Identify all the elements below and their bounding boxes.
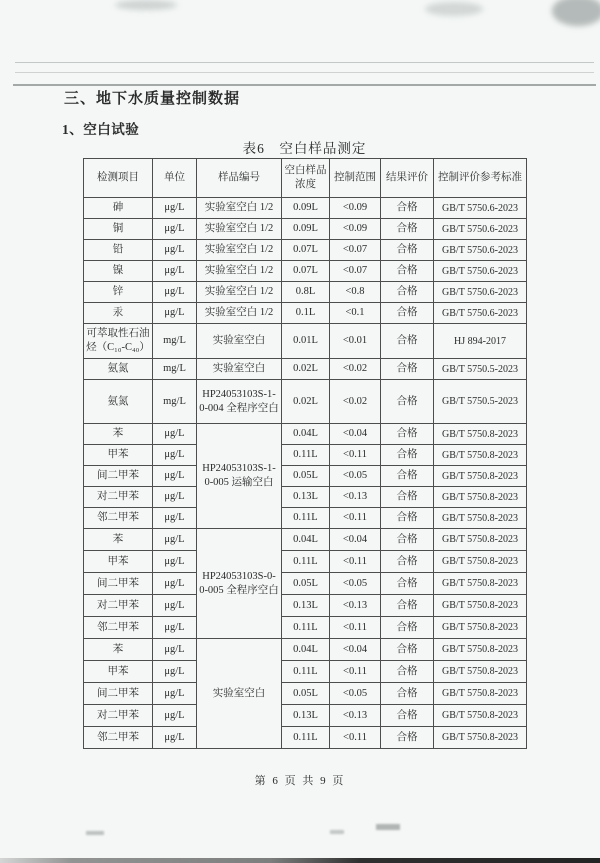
- cell-item: 间二甲苯: [84, 683, 153, 705]
- cell-conc: 0.02L: [282, 359, 330, 380]
- table-caption: 表6 空白样品测定: [242, 141, 367, 156]
- cell-unit: μg/L: [153, 466, 197, 487]
- cell-range: <0.11: [330, 508, 381, 529]
- cell-std: GB/T 5750.8-2023: [434, 487, 527, 508]
- cell-std: HJ 894-2017: [434, 324, 527, 359]
- table-row: [84, 261, 527, 282]
- col-header-std: 控制评价参考标准: [434, 159, 527, 198]
- cell-item: 铅: [84, 240, 153, 261]
- cell-sample-merged: 实验室空白: [197, 639, 282, 749]
- table-row: [84, 359, 527, 380]
- cell-conc: 0.11L: [282, 445, 330, 466]
- cell-eval: 合格: [381, 359, 434, 380]
- cell-conc: 0.05L: [282, 466, 330, 487]
- col-header-item: 检测项目: [84, 159, 153, 198]
- scan-artifact-rule-line-1: [15, 62, 594, 63]
- cell-range: <0.02: [330, 359, 381, 380]
- cell-std: GB/T 5750.6-2023: [434, 303, 527, 324]
- cell-sample: 实验室空白 1/2: [197, 240, 282, 261]
- cell-conc: 0.11L: [282, 661, 330, 683]
- cell-item: 氨氮: [84, 359, 153, 380]
- cell-std: GB/T 5750.8-2023: [434, 551, 527, 573]
- cell-eval: 合格: [381, 198, 434, 219]
- cell-unit: mg/L: [153, 380, 197, 424]
- page-number-footer: 第 6 页 共 9 页: [254, 775, 346, 787]
- cell-range: <0.02: [330, 380, 381, 424]
- cell-unit: μg/L: [153, 705, 197, 727]
- table-row: [84, 424, 527, 445]
- table-row: [84, 219, 527, 240]
- cell-sample: 实验室空白: [197, 324, 282, 359]
- cell-unit: μg/L: [153, 639, 197, 661]
- table-row: [84, 683, 527, 705]
- cell-range: <0.04: [330, 529, 381, 551]
- cell-item: 对二甲苯: [84, 487, 153, 508]
- table-row: [84, 551, 527, 573]
- table-row: [84, 529, 527, 551]
- cell-eval: 合格: [381, 639, 434, 661]
- cell-unit: μg/L: [153, 661, 197, 683]
- cell-item: 可萃取性石油烃（C₁₀-C₄₀）: [84, 324, 153, 359]
- cell-eval: 合格: [381, 261, 434, 282]
- cell-range: <0.09: [330, 219, 381, 240]
- section-heading: 三、地下水质量控制数据: [64, 91, 241, 107]
- cell-conc: 0.05L: [282, 683, 330, 705]
- cell-range: <0.13: [330, 595, 381, 617]
- table-header-row: [84, 159, 527, 198]
- cell-range: <0.11: [330, 661, 381, 683]
- cell-range: <0.11: [330, 617, 381, 639]
- cell-sample: 实验室空白 1/2: [197, 219, 282, 240]
- cell-conc: 0.13L: [282, 705, 330, 727]
- cell-sample: HP24053103S-1-0-004 全程序空白: [197, 380, 282, 424]
- cell-item: 苯: [84, 639, 153, 661]
- cell-std: GB/T 5750.8-2023: [434, 529, 527, 551]
- cell-unit: μg/L: [153, 508, 197, 529]
- cell-eval: 合格: [381, 424, 434, 445]
- cell-eval: 合格: [381, 303, 434, 324]
- cell-range: <0.8: [330, 282, 381, 303]
- cell-std: GB/T 5750.8-2023: [434, 595, 527, 617]
- cell-item: 甲苯: [84, 661, 153, 683]
- cell-eval: 合格: [381, 508, 434, 529]
- cell-eval: 合格: [381, 240, 434, 261]
- cell-item: 对二甲苯: [84, 595, 153, 617]
- cell-range: <0.09: [330, 198, 381, 219]
- table-row: [84, 303, 527, 324]
- cell-range: <0.13: [330, 487, 381, 508]
- scan-artifact-bottom-smudge-1: [376, 824, 400, 830]
- cell-std: GB/T 5750.6-2023: [434, 282, 527, 303]
- table-row: [84, 282, 527, 303]
- scan-artifact-rule-line-3: [13, 84, 596, 86]
- cell-unit: μg/L: [153, 487, 197, 508]
- cell-range: <0.05: [330, 683, 381, 705]
- cell-range: <0.05: [330, 466, 381, 487]
- table-row: [84, 639, 527, 661]
- cell-conc: 0.04L: [282, 639, 330, 661]
- table-row: [84, 661, 527, 683]
- cell-std: GB/T 5750.5-2023: [434, 380, 527, 424]
- cell-std: GB/T 5750.8-2023: [434, 466, 527, 487]
- cell-item: 氨氮: [84, 380, 153, 424]
- cell-range: <0.05: [330, 573, 381, 595]
- scan-artifact-top-smudge-2: [425, 2, 483, 16]
- cell-conc: 0.13L: [282, 487, 330, 508]
- cell-std: GB/T 5750.8-2023: [434, 573, 527, 595]
- cell-std: GB/T 5750.5-2023: [434, 359, 527, 380]
- cell-range: <0.11: [330, 551, 381, 573]
- cell-range: <0.07: [330, 240, 381, 261]
- cell-std: GB/T 5750.8-2023: [434, 508, 527, 529]
- cell-conc: 0.11L: [282, 508, 330, 529]
- cell-std: GB/T 5750.6-2023: [434, 198, 527, 219]
- cell-eval: 合格: [381, 595, 434, 617]
- blank-sample-table: [83, 158, 527, 749]
- cell-std: GB/T 5750.6-2023: [434, 261, 527, 282]
- cell-conc: 0.05L: [282, 573, 330, 595]
- cell-std: GB/T 5750.8-2023: [434, 445, 527, 466]
- cell-unit: μg/L: [153, 198, 197, 219]
- cell-range: <0.13: [330, 705, 381, 727]
- cell-eval: 合格: [381, 683, 434, 705]
- cell-eval: 合格: [381, 487, 434, 508]
- scan-artifact-bottom-smudge-3: [330, 830, 344, 834]
- table-row: [84, 466, 527, 487]
- table-row: [84, 240, 527, 261]
- table-row: [84, 324, 527, 359]
- cell-eval: 合格: [381, 380, 434, 424]
- cell-conc: 0.11L: [282, 617, 330, 639]
- scan-artifact-top-right-smudge: [552, 0, 600, 26]
- cell-sample: 实验室空白 1/2: [197, 303, 282, 324]
- cell-std: GB/T 5750.8-2023: [434, 661, 527, 683]
- cell-sample: 实验室空白 1/2: [197, 261, 282, 282]
- table-row: [84, 727, 527, 749]
- cell-range: <0.04: [330, 424, 381, 445]
- cell-std: GB/T 5750.8-2023: [434, 705, 527, 727]
- cell-conc: 0.13L: [282, 595, 330, 617]
- cell-std: GB/T 5750.6-2023: [434, 240, 527, 261]
- subsection-heading: 1、空白试验: [62, 122, 140, 137]
- cell-eval: 合格: [381, 617, 434, 639]
- cell-item: 邻二甲苯: [84, 727, 153, 749]
- table-row: [84, 380, 527, 424]
- cell-unit: μg/L: [153, 551, 197, 573]
- cell-range: <0.11: [330, 727, 381, 749]
- cell-sample: 实验室空白 1/2: [197, 198, 282, 219]
- cell-unit: μg/L: [153, 424, 197, 445]
- cell-conc: 0.1L: [282, 303, 330, 324]
- cell-std: GB/T 5750.8-2023: [434, 639, 527, 661]
- cell-item: 铜: [84, 219, 153, 240]
- cell-item: 苯: [84, 529, 153, 551]
- cell-unit: mg/L: [153, 359, 197, 380]
- scan-artifact-bottom-edge: [0, 858, 600, 863]
- cell-sample-merged: HP24053103S-1-0-005 运输空白: [197, 424, 282, 529]
- cell-conc: 0.11L: [282, 727, 330, 749]
- cell-conc: 0.09L: [282, 198, 330, 219]
- col-header-eval: 结果评价: [381, 159, 434, 198]
- scan-artifact-bottom-smudge-2: [86, 831, 104, 835]
- cell-conc: 0.11L: [282, 551, 330, 573]
- cell-unit: μg/L: [153, 573, 197, 595]
- cell-sample: 实验室空白 1/2: [197, 282, 282, 303]
- cell-eval: 合格: [381, 282, 434, 303]
- cell-item: 甲苯: [84, 445, 153, 466]
- table-row: [84, 198, 527, 219]
- table-row: [84, 595, 527, 617]
- cell-conc: 0.01L: [282, 324, 330, 359]
- cell-item: 镍: [84, 261, 153, 282]
- cell-item: 甲苯: [84, 551, 153, 573]
- table-row: [84, 508, 527, 529]
- cell-range: <0.01: [330, 324, 381, 359]
- cell-item: 邻二甲苯: [84, 508, 153, 529]
- cell-unit: μg/L: [153, 445, 197, 466]
- cell-std: GB/T 5750.8-2023: [434, 617, 527, 639]
- cell-sample-merged: HP24053103S-0-0-005 全程序空白: [197, 529, 282, 639]
- scan-artifact-rule-line-2: [15, 72, 594, 73]
- cell-conc: 0.04L: [282, 424, 330, 445]
- cell-unit: μg/L: [153, 282, 197, 303]
- cell-eval: 合格: [381, 661, 434, 683]
- table-row: [84, 705, 527, 727]
- cell-item: 锌: [84, 282, 153, 303]
- cell-std: GB/T 5750.8-2023: [434, 424, 527, 445]
- cell-unit: μg/L: [153, 303, 197, 324]
- cell-eval: 合格: [381, 445, 434, 466]
- cell-conc: 0.07L: [282, 261, 330, 282]
- cell-eval: 合格: [381, 573, 434, 595]
- scan-artifact-top-smudge-1: [115, 0, 177, 10]
- cell-eval: 合格: [381, 529, 434, 551]
- table-row: [84, 445, 527, 466]
- cell-item: 汞: [84, 303, 153, 324]
- cell-conc: 0.09L: [282, 219, 330, 240]
- cell-unit: μg/L: [153, 595, 197, 617]
- cell-range: <0.1: [330, 303, 381, 324]
- cell-eval: 合格: [381, 551, 434, 573]
- cell-std: GB/T 5750.8-2023: [434, 683, 527, 705]
- cell-eval: 合格: [381, 324, 434, 359]
- cell-range: <0.11: [330, 445, 381, 466]
- cell-item: 苯: [84, 424, 153, 445]
- col-header-conc: 空白样品浓度: [282, 159, 330, 198]
- cell-item: 对二甲苯: [84, 705, 153, 727]
- cell-item: 间二甲苯: [84, 573, 153, 595]
- col-header-range: 控制范围: [330, 159, 381, 198]
- cell-unit: μg/L: [153, 219, 197, 240]
- cell-conc: 0.8L: [282, 282, 330, 303]
- table-row: [84, 573, 527, 595]
- cell-conc: 0.04L: [282, 529, 330, 551]
- cell-eval: 合格: [381, 219, 434, 240]
- col-header-unit: 单位: [153, 159, 197, 198]
- cell-unit: μg/L: [153, 617, 197, 639]
- cell-eval: 合格: [381, 705, 434, 727]
- cell-range: <0.04: [330, 639, 381, 661]
- cell-unit: mg/L: [153, 324, 197, 359]
- cell-unit: μg/L: [153, 261, 197, 282]
- cell-conc: 0.02L: [282, 380, 330, 424]
- table-row: [84, 487, 527, 508]
- cell-unit: μg/L: [153, 683, 197, 705]
- cell-unit: μg/L: [153, 727, 197, 749]
- cell-unit: μg/L: [153, 240, 197, 261]
- cell-eval: 合格: [381, 466, 434, 487]
- cell-eval: 合格: [381, 727, 434, 749]
- cell-std: GB/T 5750.8-2023: [434, 727, 527, 749]
- col-header-sample: 样品编号: [197, 159, 282, 198]
- cell-range: <0.07: [330, 261, 381, 282]
- cell-std: GB/T 5750.6-2023: [434, 219, 527, 240]
- cell-conc: 0.07L: [282, 240, 330, 261]
- cell-unit: μg/L: [153, 529, 197, 551]
- cell-item: 邻二甲苯: [84, 617, 153, 639]
- cell-sample: 实验室空白: [197, 359, 282, 380]
- cell-item: 间二甲苯: [84, 466, 153, 487]
- cell-item: 砷: [84, 198, 153, 219]
- table-row: [84, 617, 527, 639]
